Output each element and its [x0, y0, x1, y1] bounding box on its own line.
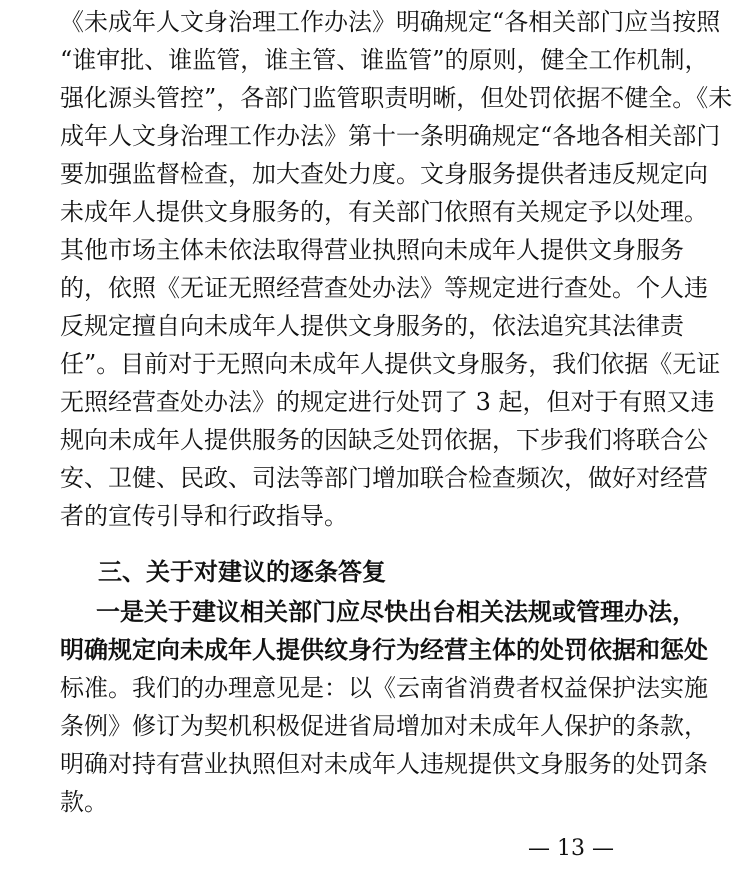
paragraph-line: 反规定擅自向未成年人提供文身服务的，依法追究其法律责	[60, 312, 684, 340]
paragraph-line: 任”。目前对于无照向未成年人提供文身服务，我们依据《无证	[60, 350, 721, 378]
paragraph-line: 强化源头管控”，各部门监管职责明晰，但处罚依据不健全。《未	[60, 84, 732, 112]
paragraph-line: 一是关于建议相关部门应尽快出台相关法规或管理办法，	[96, 597, 696, 626]
paragraph-line: “谁审批、谁监管，谁主管、谁监管”的原则，健全工作机制，	[60, 46, 709, 74]
paragraph-line: 未成年人提供文身服务的，有关部门依照有关规定予以处理。	[60, 198, 708, 226]
paragraph-line: 其他市场主体未依法取得营业执照向未成年人提供文身服务	[60, 236, 684, 264]
paragraph-line: 款。	[60, 788, 108, 816]
paragraph-line: 无照经营查处办法》的规定进行处罚了 3 起，但对于有照又违	[60, 388, 715, 416]
paragraph-line: 条例》修订为契机积极促进省局增加对未成年人保护的条款，	[60, 712, 708, 740]
paragraph-line: 者的宣传引导和行政指导。	[60, 502, 348, 530]
paragraph-line: 明确对持有营业执照但对未成年人违规提供文身服务的处罚条	[60, 750, 708, 778]
section-heading: 三、关于对建议的逐条答复	[98, 558, 386, 586]
paragraph-line: 要加强监督检查，加大查处力度。文身服务提供者违反规定向	[60, 160, 708, 188]
paragraph-line: 规向未成年人提供服务的因缺乏处罚依据，下步我们将联合公	[60, 426, 708, 454]
paragraph-line: 标准。我们的办理意见是：以《云南省消费者权益保护法实施	[60, 674, 708, 702]
paragraph-line: 安、卫健、民政、司法等部门增加联合检查频次，做好对经营	[60, 464, 708, 492]
paragraph-line: 的，依照《无证无照经营查处办法》等规定进行查处。个人违	[60, 274, 708, 302]
paragraph-line: 《未成年人文身治理工作办法》明确规定“各相关部门应当按照	[60, 8, 721, 36]
page-number: — 13 —	[528, 836, 614, 861]
paragraph-line: 成年人文身治理工作办法》第十一条明确规定“各地各相关部门	[60, 122, 721, 150]
paragraph-line: 明确规定向未成年人提供纹身行为经营主体的处罚依据和惩处	[60, 635, 708, 664]
